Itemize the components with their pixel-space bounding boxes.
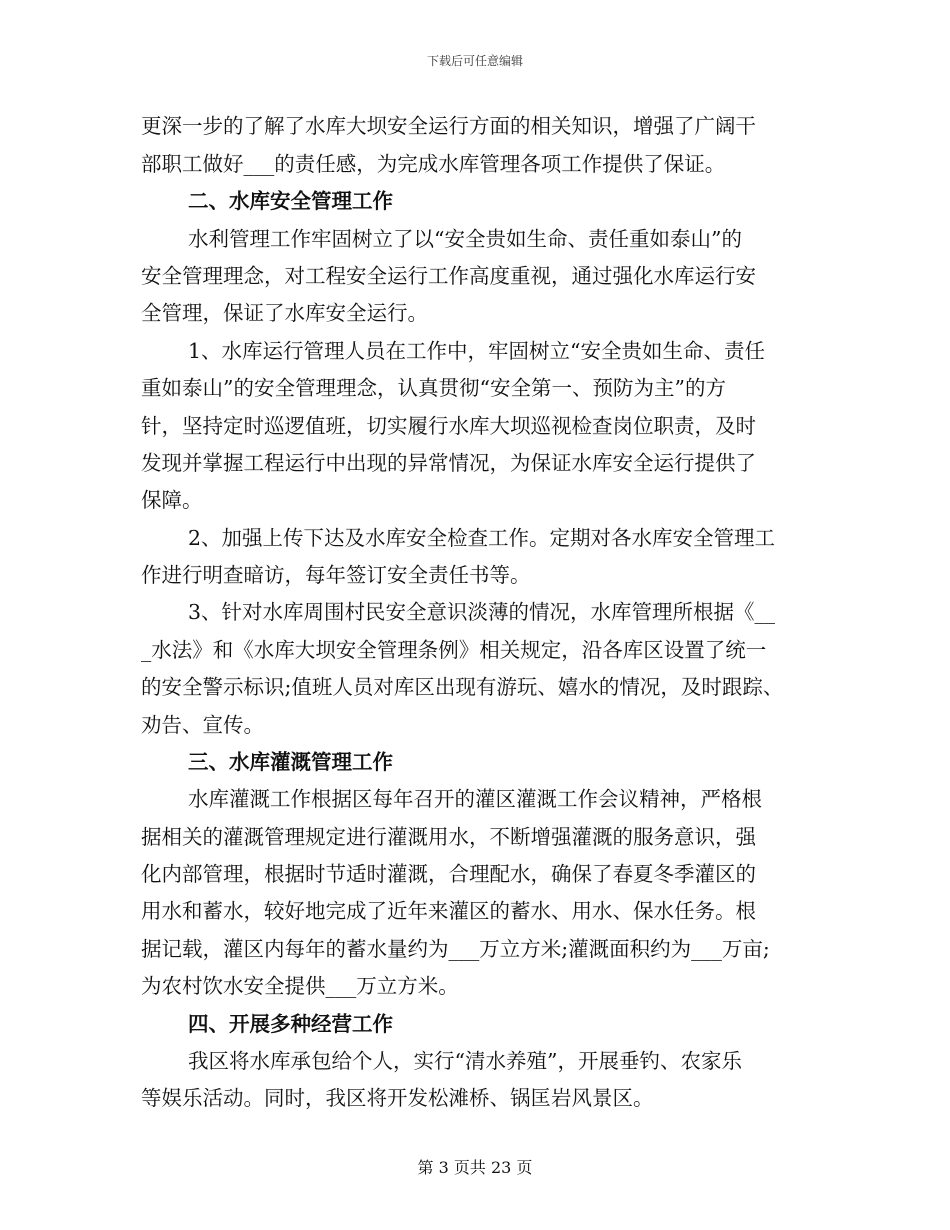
paragraph-line: 化内部管理，根据时节适时灌溉，合理配水，确保了春夏冬季灌区的 [141, 862, 756, 886]
paragraph-line: 发现并掌握工程运行中出现的异常情况，为保证水库安全运行提供了 [141, 451, 756, 475]
paragraph-line: 更深一步的了解了水库大坝安全运行方面的相关知识，增强了广阔干 [141, 114, 756, 138]
paragraph-line: 为农村饮水安全提供___万立方米。 [141, 974, 459, 998]
section-heading: 四、开展多种经营工作 [188, 1012, 393, 1036]
paragraph-line: 2、加强上传下达及水库安全检查工作。定期对各水库安全管理工 [188, 526, 776, 550]
paragraph-line: 我区将水库承包给个人，实行“清水养殖”，开展垂钓、农家乐 [188, 1049, 742, 1073]
paragraph-line: 用水和蓄水，较好地完成了近年来灌区的蓄水、用水、保水任务。根 [141, 899, 756, 923]
paragraph-line: _水法》和《水库大坝安全管理条例》相关规定，沿各库区设置了统一 [141, 638, 767, 662]
paragraph-line: 1、水库运行管理人员在工作中，牢固树立“安全贵如生命、责任 [188, 339, 766, 363]
paragraph-line: 水利管理工作牢固树立了以“安全贵如生命、责任重如泰山”的 [188, 227, 742, 251]
paragraph-line: 全管理，保证了水库安全运行。 [141, 301, 428, 325]
paragraph-line: 劝告、宣传。 [141, 713, 264, 737]
paragraph-line: 重如泰山”的安全管理理念，认真贯彻“安全第一、预防为主”的方 [141, 376, 726, 400]
paragraph-line: 据记载，灌区内每年的蓄水量约为___万立方米;灌溉面积约为___万亩; [141, 937, 770, 961]
page-footer: 第 3 页共 23 页 [417, 1158, 533, 1177]
paragraph-line: 针，坚持定时巡逻值班，切实履行水库大坝巡视检查岗位职责，及时 [141, 414, 756, 438]
paragraph-line: 水库灌溉工作根据区每年召开的灌区灌溉工作会议精神，严格根 [188, 787, 762, 811]
section-heading: 二、水库安全管理工作 [188, 189, 393, 213]
section-heading: 三、水库灌溉管理工作 [188, 750, 393, 774]
paragraph-line: 的安全警示标识;值班人员对库区出现有游玩、嬉水的情况，及时跟踪、 [141, 675, 784, 699]
paragraph-line: 安全管理理念，对工程安全运行工作高度重视，通过强化水库运行安 [141, 264, 756, 288]
paragraph-line: 据相关的灌溉管理规定进行灌溉用水，不断增强灌溉的服务意识，强 [141, 825, 756, 849]
paragraph-line: 等娱乐活动。同时，我区将开发松滩桥、锅匡岩风景区。 [141, 1086, 654, 1110]
paragraph-line: 3、针对水库周围村民安全意识淡薄的情况，水库管理所根据《__ [188, 600, 776, 624]
paragraph-line: 保障。 [141, 488, 203, 512]
page-header: 下载后可任意编辑 [426, 54, 523, 68]
paragraph-line: 部职工做好___的责任感，为完成水库管理各项工作提供了保证。 [141, 152, 726, 176]
paragraph-line: 作进行明查暗访，每年签订安全责任书等。 [141, 563, 531, 587]
